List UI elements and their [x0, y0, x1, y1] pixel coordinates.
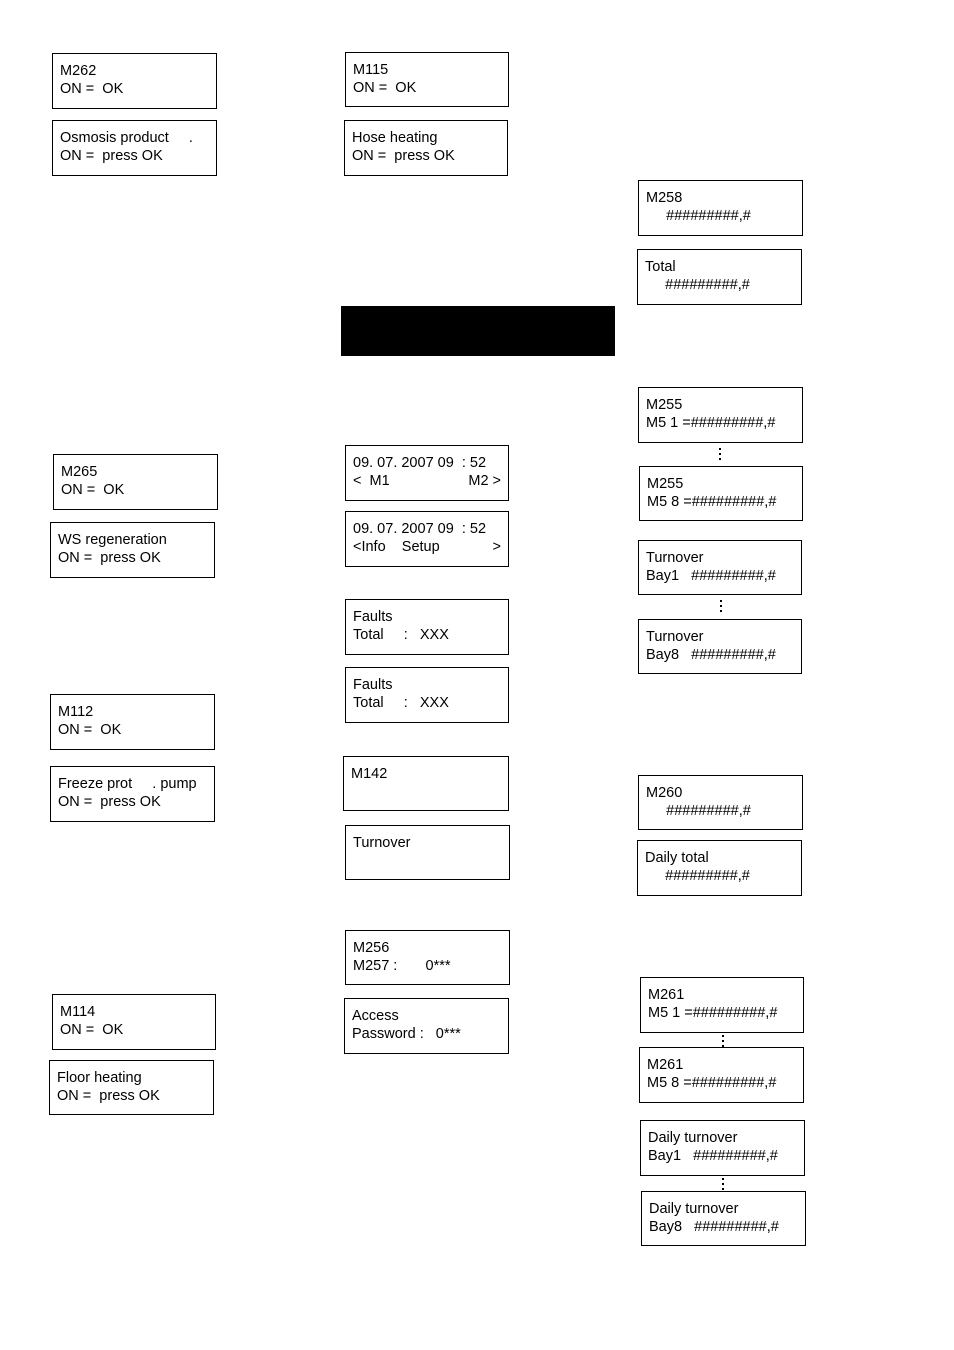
- display-m260: [638, 775, 803, 830]
- black-title-bar: [341, 306, 615, 356]
- display-line-2: Bay8 #########,#: [646, 647, 776, 663]
- display-faults-total-2: [345, 667, 509, 723]
- display-line-1: M261: [648, 987, 685, 1003]
- display-m255-bay1: [638, 387, 803, 443]
- display-m262: [52, 53, 217, 109]
- display-line-2: Bay1 #########,#: [646, 568, 776, 584]
- display-line-2: ON = OK: [60, 1022, 124, 1038]
- display-line-2: M257 : 0***: [353, 958, 451, 974]
- display-line-2: Bay8 #########,#: [649, 1219, 779, 1235]
- display-freeze-prot-pump: [50, 766, 215, 822]
- nav-info-setup-label: <Info Setup: [353, 539, 440, 555]
- display-m256: [345, 930, 510, 985]
- display-line-2: #########,#: [645, 277, 750, 293]
- display-faults-total-1: [345, 599, 509, 655]
- display-line-2: ON = press OK: [58, 794, 161, 810]
- display-line-2: ON = press OK: [57, 1088, 160, 1104]
- display-turnover: [345, 825, 510, 880]
- display-line-1: M261: [647, 1057, 684, 1073]
- display-line-1: Daily total: [645, 850, 709, 866]
- display-osmosis-product: [52, 120, 217, 176]
- display-ws-regeneration: [50, 522, 215, 578]
- display-line-1: M112: [58, 704, 94, 720]
- nav-m1-label: < M1: [353, 473, 390, 489]
- display-line-1: M265: [61, 464, 98, 480]
- display-line-1: M256: [353, 940, 390, 956]
- display-daily-turnover-bay8: [641, 1191, 806, 1246]
- display-line-1: Floor heating: [57, 1070, 142, 1086]
- display-m142: [343, 756, 509, 811]
- display-line-1: Access: [352, 1008, 399, 1024]
- display-line-1: Faults: [353, 609, 393, 625]
- ellipsis-dots: [717, 600, 725, 612]
- display-line-2: [353, 538, 501, 556]
- display-line-1: M262: [60, 63, 97, 79]
- display-line-1: 09. 07. 2007 09 : 52: [353, 521, 487, 537]
- display-access-password: [344, 998, 509, 1054]
- display-line-2: #########,#: [645, 868, 750, 884]
- display-m265: [53, 454, 218, 510]
- display-line-1: M114: [60, 1004, 96, 1020]
- display-line-2: #########,#: [646, 208, 751, 224]
- display-line-2: ON = press OK: [60, 148, 163, 164]
- display-m261-bay1: [640, 977, 804, 1033]
- display-line-1: Hose heating: [352, 130, 438, 146]
- ellipsis-dots: [719, 1035, 727, 1047]
- display-line-2: #########,#: [646, 803, 751, 819]
- display-m261-bay8: [639, 1047, 804, 1103]
- display-date-info-setup: [345, 511, 509, 567]
- ellipsis-dots: [716, 448, 724, 460]
- display-turnover-bay1: [638, 540, 802, 595]
- display-m112: [50, 694, 215, 750]
- display-hose-heating: [344, 120, 508, 176]
- display-line-2: M5 1 =#########,#: [648, 1005, 778, 1021]
- display-m255-bay8: [639, 466, 803, 521]
- display-date-main: [345, 445, 509, 501]
- display-line-1: 09. 07. 2007 09 : 52: [353, 455, 487, 471]
- display-line-2: Total : XXX: [353, 695, 449, 711]
- display-line-1: M258: [646, 190, 683, 206]
- display-line-1: Turnover: [646, 629, 704, 645]
- display-line-2: Password : 0***: [352, 1026, 461, 1042]
- display-line-1: M260: [646, 785, 683, 801]
- display-m114: [52, 994, 216, 1050]
- display-total: [637, 249, 802, 305]
- display-line-1: M142: [351, 766, 388, 782]
- display-m115: [345, 52, 509, 107]
- display-line-1: Total: [645, 259, 676, 275]
- display-line-1: Daily turnover: [649, 1201, 739, 1217]
- display-line-2: ON = OK: [58, 722, 122, 738]
- display-line-1: WS regeneration: [58, 532, 167, 548]
- display-line-1: M255: [647, 476, 684, 492]
- display-line-1: Turnover: [646, 550, 704, 566]
- ellipsis-dots: [719, 1178, 727, 1190]
- display-daily-total: [637, 840, 802, 896]
- display-daily-turnover-bay1: [640, 1120, 805, 1176]
- display-line-2: M5 1 =#########,#: [646, 415, 776, 431]
- display-line-2: ON = press OK: [352, 148, 455, 164]
- display-line-1: M255: [646, 397, 683, 413]
- display-m258: [638, 180, 803, 236]
- display-floor-heating: [49, 1060, 214, 1115]
- nav-next-label: >: [492, 539, 501, 555]
- display-turnover-bay8: [638, 619, 802, 674]
- display-line-1: Turnover: [353, 835, 411, 851]
- display-line-2: Total : XXX: [353, 627, 449, 643]
- display-line-2: [353, 472, 501, 490]
- display-line-2: M5 8 =#########,#: [647, 1075, 777, 1091]
- display-line-2: ON = press OK: [58, 550, 161, 566]
- display-line-2: M5 8 =#########,#: [647, 494, 777, 510]
- display-line-2: ON = OK: [353, 80, 417, 96]
- display-line-2: ON = OK: [60, 81, 124, 97]
- display-line-1: Faults: [353, 677, 393, 693]
- display-line-2: Bay1 #########,#: [648, 1148, 778, 1164]
- display-line-1: M115: [353, 62, 389, 78]
- display-line-1: Osmosis product .: [60, 130, 193, 146]
- display-line-2: ON = OK: [61, 482, 125, 498]
- nav-m2-label: M2 >: [468, 473, 501, 489]
- display-line-1: Freeze prot . pump: [58, 776, 197, 792]
- display-line-1: Daily turnover: [648, 1130, 738, 1146]
